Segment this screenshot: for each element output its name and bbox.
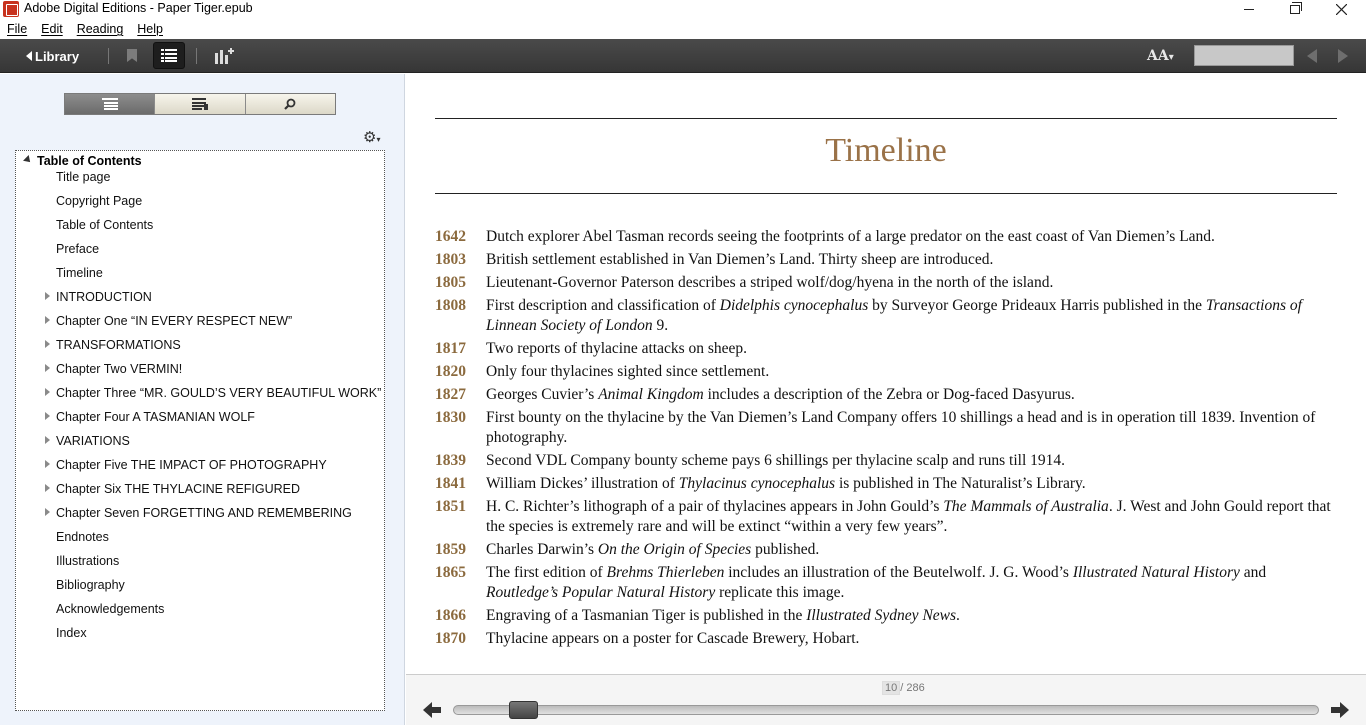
toc-item[interactable] [16,481,384,505]
bookmarks-icon [192,98,208,110]
timeline-text [486,540,1340,560]
toc-item[interactable] [16,433,384,457]
minimize-button[interactable] [1226,0,1272,19]
toc-item[interactable] [16,577,384,601]
sidebar-tab-control [64,93,336,115]
chevron-down-icon: ▾ [1168,52,1174,63]
previous-page-button[interactable] [1307,49,1317,63]
toc-item-label: Chapter Five THE IMPACT OF PHOTOGRAPHY [56,458,327,472]
expand-arrow-icon[interactable] [45,388,50,396]
timeline-entry [435,497,1340,537]
timeline-year: 1851 [435,498,466,515]
timeline-year: 1817 [435,340,466,357]
timeline-year: 1642 [435,228,466,245]
menu-file[interactable]: File [7,22,28,36]
total-pages: / 286 [900,682,925,694]
toc-item-label: TRANSFORMATIONS [56,338,181,352]
timeline-entry [435,408,1340,448]
italic-title: On the Origin of Species [597,541,752,558]
back-arrow-icon[interactable] [423,702,441,718]
search-icon [282,98,298,110]
text-run: published. [751,541,820,558]
tab-table-of-contents[interactable] [65,94,155,114]
timeline-entry [435,540,1340,560]
timeline-entry [435,273,1340,293]
toc-item-label: Illustrations [56,554,120,568]
gear-icon: ⚙ [363,129,377,146]
toc-item[interactable] [16,241,384,265]
toc-item[interactable] [16,313,384,337]
italic-title: Brehms Thierleben [606,564,725,581]
timeline-year: 1803 [435,251,466,268]
italic-title: The Mammals of Australia [943,498,1109,515]
current-page-number: 10 [882,681,900,695]
title-bar [0,0,1366,19]
toc-item-label: Timeline [56,266,103,280]
timeline-year: 1805 [435,274,466,291]
timeline-text [486,385,1340,405]
toc-item[interactable] [16,529,384,553]
chapter-title: Timeline [825,132,947,169]
timeline-year: 1827 [435,386,466,403]
timeline-entry [435,227,1340,247]
toc-item-label: Preface [56,242,100,256]
italic-title: Thylacinus cynocephalus [678,475,836,492]
page-counter [882,682,925,694]
text-run: Georges Cuvier’s [486,386,599,403]
timeline-year: 1865 [435,564,466,581]
chevron-down-icon: ▾ [376,135,381,144]
library-label: Library [35,48,80,64]
library-button[interactable] [26,47,79,65]
toc-root[interactable] [16,153,384,169]
expand-arrow-icon[interactable] [45,364,50,372]
toc-item-label: Chapter Two VERMIN! [56,362,183,376]
timeline-text [486,606,1340,626]
toc-item-label: Table of Contents [56,218,154,232]
menu-edit[interactable]: Edit [41,22,63,36]
timeline-text [486,227,1340,247]
timeline-entry [435,339,1340,359]
page-navigation-bar [406,674,1366,725]
expand-arrow-icon[interactable] [45,508,50,516]
expand-arrow-icon[interactable] [45,412,50,420]
timeline-year: 1839 [435,452,466,469]
minimize-icon [1244,9,1254,10]
tab-bookmarks[interactable] [155,94,245,114]
toc-item-label: Bibliography [56,578,125,592]
text-run: and [1239,564,1267,581]
toc-item-label: Acknowledgements [56,602,165,616]
timeline-entry [435,250,1340,270]
timeline-list [435,227,1340,652]
toc-view-button[interactable] [153,42,185,69]
toolbar-divider [108,48,109,64]
close-icon [1336,4,1347,15]
text-run: The first edition of [486,564,607,581]
reading-pane [406,74,1366,674]
table-of-contents-icon [102,98,118,110]
italic-title: Didelphis cynocephalus [719,297,869,314]
timeline-year: 1820 [435,363,466,380]
toc-item-label: Index [56,626,87,640]
text-run: British settlement established in Van Diemen’s Land. Thirty sheep are introduced. [486,251,994,268]
toc-item[interactable] [16,457,384,481]
text-run: Two reports of thylacine attacks on sheep. [486,340,748,357]
toc-item[interactable] [16,601,384,625]
toc-item-label: Title page [56,170,111,184]
page-scrollbar-thumb[interactable] [509,701,538,719]
timeline-year: 1866 [435,607,466,624]
text-run: includes a description of the Zebra or Dog-faced Dasyurus. [703,386,1075,403]
toc-list [16,169,384,649]
toc-item[interactable] [16,361,384,385]
expand-arrow-icon[interactable] [45,436,50,444]
toc-item[interactable] [16,385,384,409]
toc-item[interactable] [16,265,384,289]
toolbar [0,39,1366,73]
toc-item-label: Chapter Seven FORGETTING AND REMEMBERING [56,506,352,520]
timeline-entry [435,474,1340,494]
page-number-input[interactable] [1194,45,1294,66]
timeline-text [486,629,1340,649]
italic-title: Illustrated Sydney News [806,607,957,624]
toc-item[interactable] [16,193,384,217]
timeline-text [486,273,1340,293]
toc-item[interactable] [16,337,384,361]
restore-button[interactable] [1272,0,1318,19]
text-run: Thylacine appears on a poster for Cascade Brewery, Hobart. [486,630,860,647]
toc-settings-button[interactable] [363,128,380,146]
text-run: includes an illustration of the Beutelwolf. J. G. Wood’s [724,564,1073,581]
app-icon [3,1,19,17]
timeline-text [486,339,1340,359]
italic-title: Transactions of Linnean Society of London [486,297,1302,334]
timeline-year: 1830 [435,409,466,426]
text-run: replicate this image. [715,584,845,601]
timeline-year: 1870 [435,630,466,647]
timeline-year: 1841 [435,475,466,492]
timeline-text [486,250,1340,270]
expanded-arrow-icon[interactable] [23,155,33,165]
toc-item-label: VARIATIONS [56,434,130,448]
toc-item[interactable] [16,217,384,241]
text-run: is published in The Naturalist’s Library. [835,475,1086,492]
timeline-text [486,497,1340,537]
toolbar-divider [196,48,197,64]
list-icon [161,49,177,62]
italic-title: Routledge’s Popular Natural History [486,584,716,601]
font-size-button[interactable] [1147,48,1174,64]
toc-root-label: Table of Contents [37,154,142,168]
timeline-entry [435,362,1340,382]
toc-item[interactable] [16,289,384,313]
menu-bar [0,19,1366,39]
expand-arrow-icon[interactable] [45,460,50,468]
page-scrollbar-track[interactable] [453,705,1319,715]
text-run: Only four thylacines sighted since settlement. [486,363,770,380]
toc-item-label: Endnotes [56,530,109,544]
toc-item[interactable] [16,553,384,577]
timeline-entry [435,385,1340,405]
toc-item[interactable] [16,409,384,433]
text-run: by Surveyor George Prideaux Harris published in the [868,297,1206,314]
toc-item[interactable] [16,505,384,529]
expand-arrow-icon[interactable] [45,340,50,348]
menu-reading[interactable]: Reading [76,22,124,36]
text-run: . J. West and John Gould report that the species is extremely rare and will be extinct “within a very few years”. [486,498,1331,535]
timeline-text [486,563,1340,603]
timeline-text [486,296,1340,336]
text-run: First bounty on the thylacine by the Van Diemen’s Land Company offers 10 shillings a head and is in operation till 1839. Invention of photography. [486,409,1316,446]
toc-tree [15,150,385,711]
sidebar [0,74,405,725]
timeline-text [486,362,1340,382]
title-rule-bottom [435,193,1337,194]
toc-item-label: Chapter Four A TASMANIAN WOLF [56,410,255,424]
timeline-entry [435,563,1340,603]
expand-arrow-icon[interactable] [45,292,50,300]
back-triangle-icon [26,51,32,61]
timeline-year: 1808 [435,297,466,314]
timeline-entry [435,629,1340,649]
forward-arrow-icon[interactable] [1331,702,1349,718]
timeline-entry [435,606,1340,626]
text-run: Dutch explorer Abel Tasman records seeing the footprints of a large predator on the east coast of Van Diemen’s Land. [486,228,1215,245]
toc-item-label: Copyright Page [56,194,143,208]
timeline-text [486,474,1340,494]
timeline-entry [435,451,1340,471]
text-run: 9. [652,317,669,334]
toc-item-label: Chapter Six THE THYLACINE REFIGURED [56,482,301,496]
text-run: Charles Darwin’s [486,541,598,558]
timeline-year: 1859 [435,541,466,558]
text-run: First description and classification of [486,297,720,314]
bookmark-icon[interactable] [127,49,137,62]
timeline-text [486,451,1340,471]
expand-arrow-icon[interactable] [45,484,50,492]
text-run: Lieutenant-Governor Paterson describes a striped wolf/dog/hyena in the north of the island. [486,274,1054,291]
expand-arrow-icon[interactable] [45,316,50,324]
text-run: William Dickes’ illustration of [486,475,679,492]
restore-icon [1290,5,1300,14]
text-run: Second VDL Company bounty scheme pays 6 shillings per thylacine scalp and runs till 1914. [486,452,1066,469]
timeline-entry [435,296,1340,336]
toc-item[interactable] [16,169,384,193]
next-page-button[interactable] [1338,49,1348,63]
text-run: Engraving of a Tasmanian Tiger is published in the [486,607,807,624]
font-size-label: AA [1147,48,1169,64]
toc-item-label: Chapter Three “MR. GOULD’S VERY BEAUTIFUL WORK” [56,386,382,400]
tab-search[interactable] [246,94,335,114]
menu-help[interactable]: Help [137,22,163,36]
italic-title: Animal Kingdom [598,386,704,403]
text-run: . [956,607,960,624]
toc-item-label: Chapter One “IN EVERY RESPECT NEW” [56,314,293,328]
toc-item-label: INTRODUCTION [56,290,152,304]
window-title: Adobe Digital Editions - Paper Tiger.epub [24,1,253,15]
timeline-text [486,408,1340,448]
toc-item[interactable] [16,625,384,649]
text-run: H. C. Richter’s lithograph of a pair of thylacines appears in John Gould’s [486,498,944,515]
italic-title: Illustrated Natural History [1072,564,1240,581]
add-to-collection-icon[interactable] [214,47,234,64]
close-button[interactable] [1318,0,1364,19]
title-rule-top [435,118,1337,119]
